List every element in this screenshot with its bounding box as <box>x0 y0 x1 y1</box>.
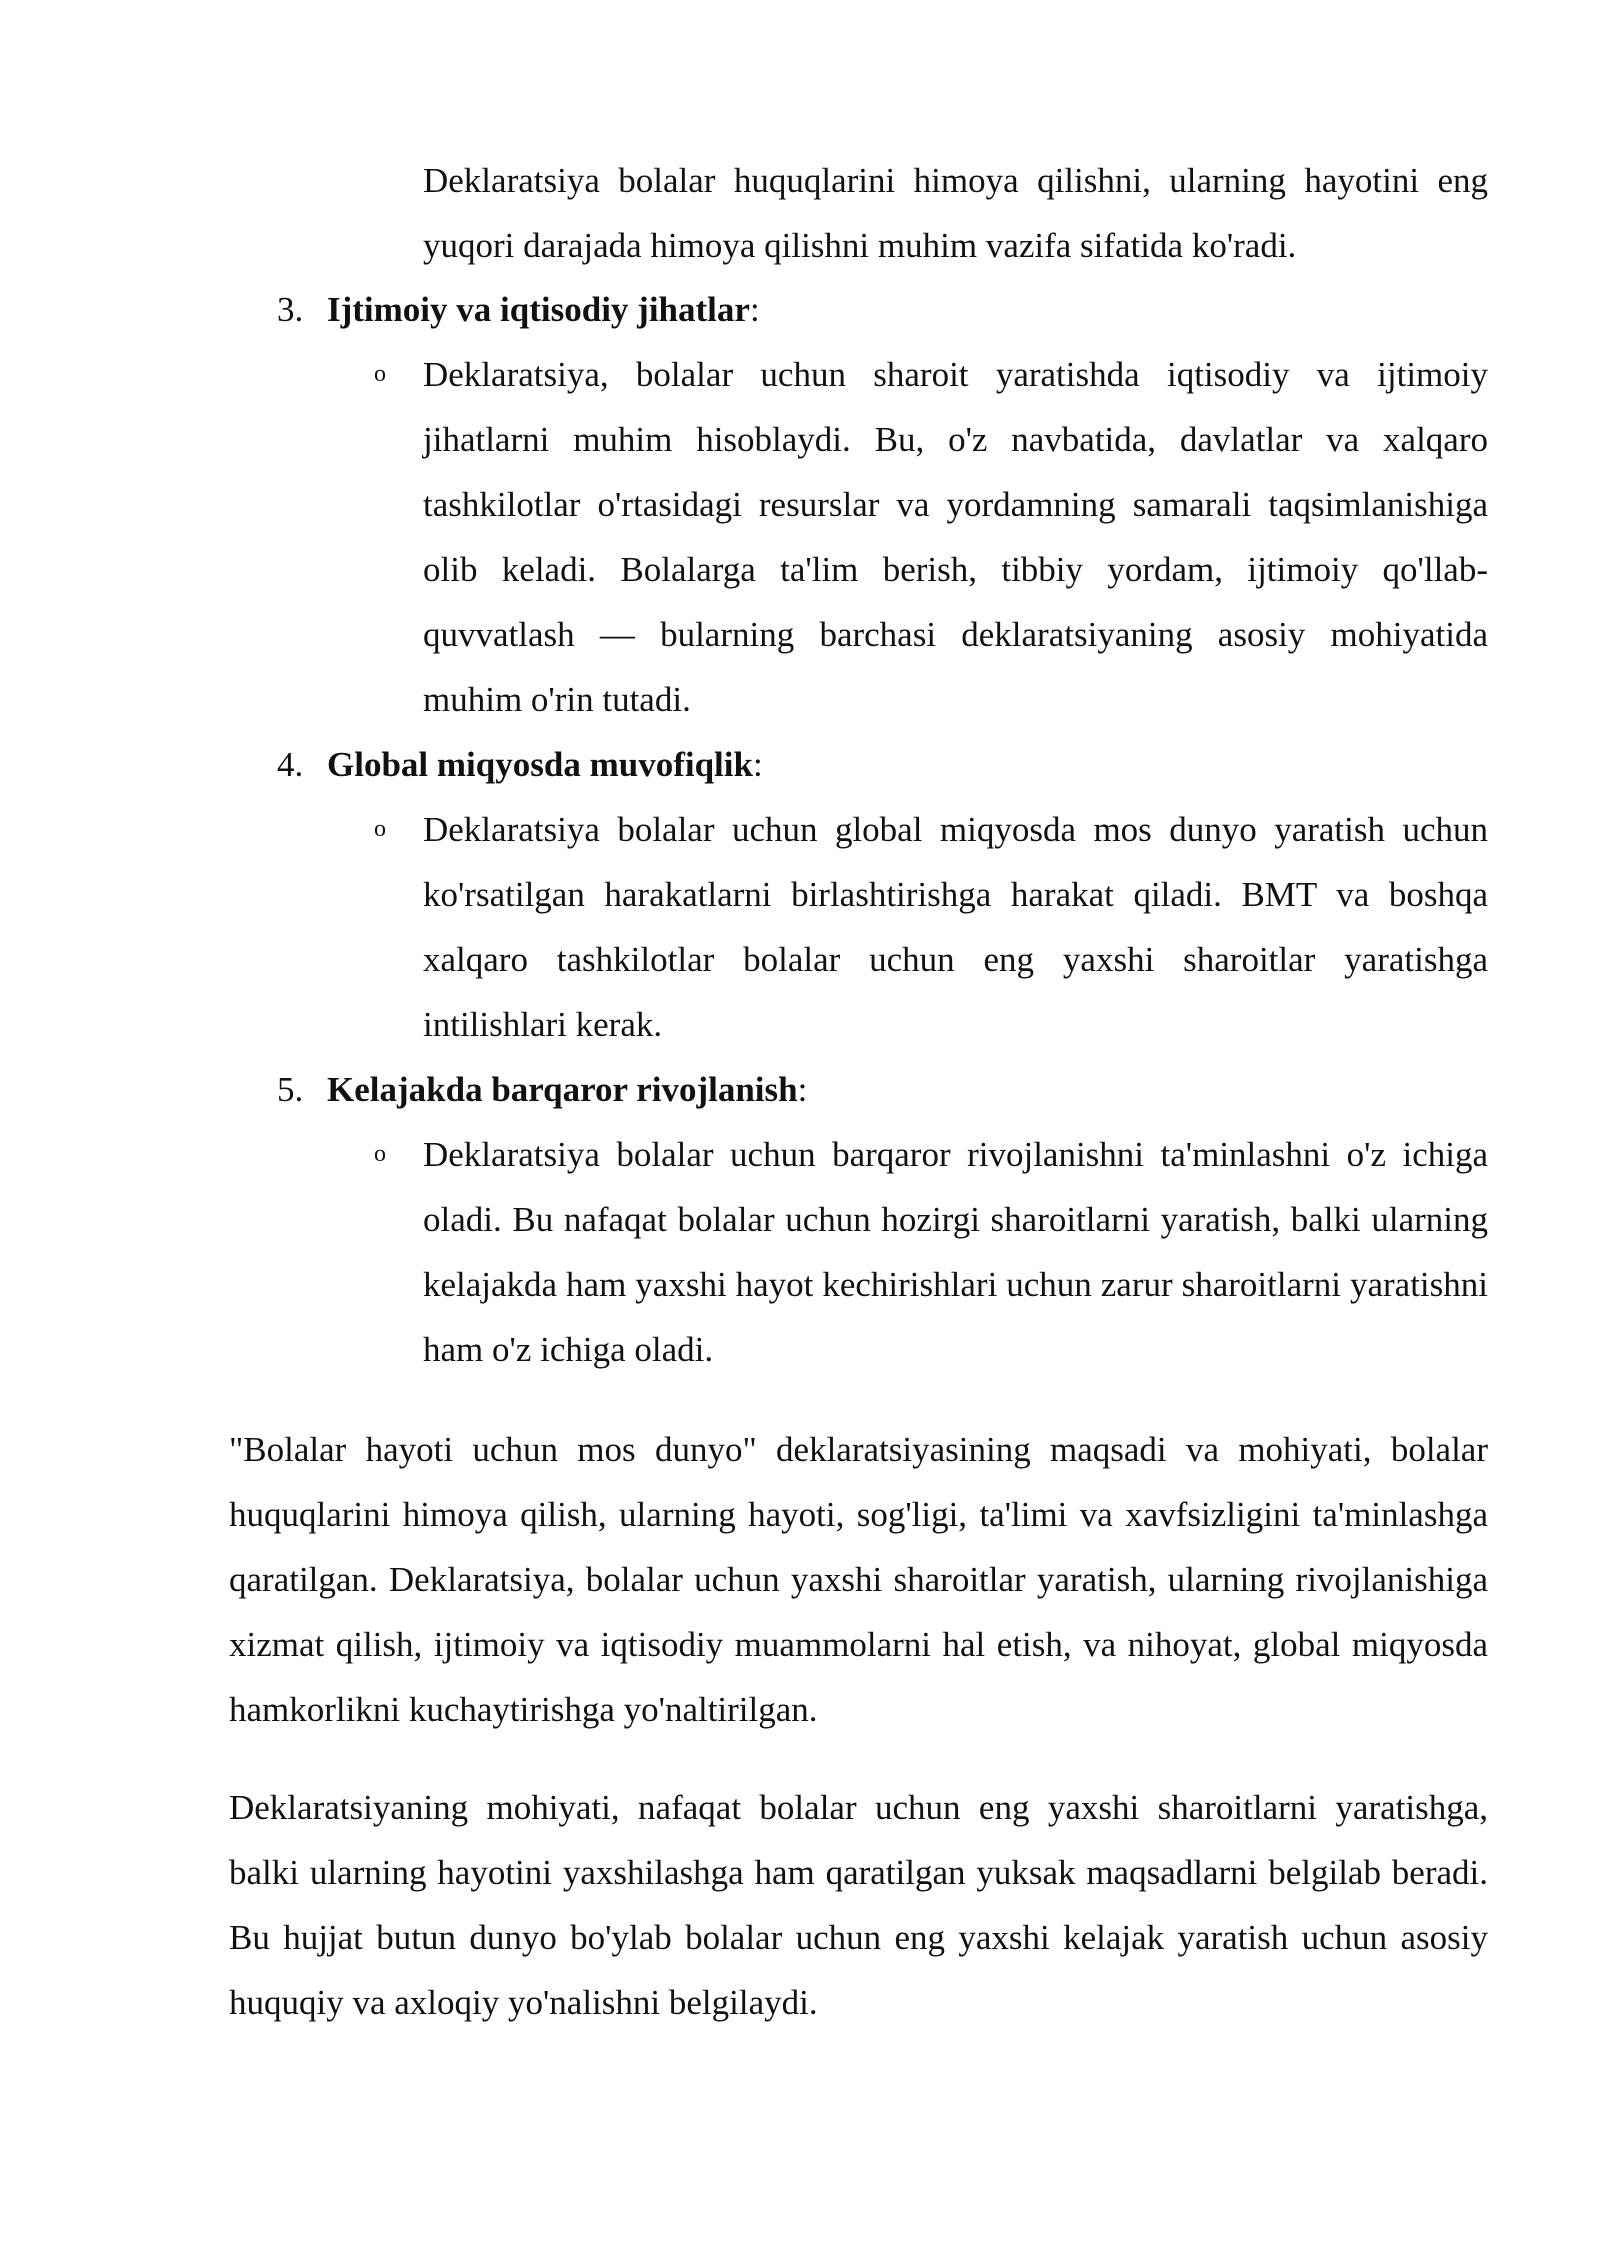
bullet-text: Deklaratsiya bolalar uchun barqaror rivojlanishni ta'minlashni o'z ichiga oladi. Bu nafaqat bolalar uchun hozirgi sharoitlarni yaratish, balki ularning kelajakda ham yaxshi hayot kechirishlari uchun zarur sharoitlarni yaratishni ham o'z ichiga oladi. <box>423 1135 1488 1369</box>
list-item-heading <box>277 277 760 342</box>
list-item-number: 4. <box>277 745 304 784</box>
list-item-title: Ijtimoiy va iqtisodiy jihatlar <box>327 290 750 329</box>
list-item-title: Global miqyosda muvofiqlik <box>327 745 753 784</box>
list-item-colon: : <box>749 290 760 329</box>
bullet-text: Deklaratsiya, bolalar uchun sharoit yaratishda iqtisodiy va ijtimoiy jihatlarni muhim hisoblaydi. Bu, o'z navbatida, davlatlar va xalqaro tashkilotlar o'rtasidagi resurslar va yordamning samarali taqsimlanishiga olib keladi. Bolalarga ta'lim berish, tibbiy yordam, ijtimoiy qo'llab-quvvatlash — bularning barchasi deklaratsiyaning asosiy mohiyatida muhim o'rin tutadi. <box>423 355 1488 719</box>
list-item-number: 3. <box>277 290 304 329</box>
body-paragraph-2: Deklaratsiyaning mohiyati, nafaqat bolalar uchun eng yaxshi sharoitlarni yaratishga, balki ularning hayotini yaxshilashga ham qaratilgan yuksak maqsadlarni belgilab beradi. Bu hujjat butun dunyo bo'ylab bolalar uchun eng yaxshi kelajak yaratish uchun asosiy huquqiy va axloqiy yo'nalishni belgilaydi. <box>229 1788 1488 2022</box>
bullet-marker: o <box>374 1141 386 1167</box>
bullet-marker: o <box>374 816 386 842</box>
bullet-text: Deklaratsiya bolalar uchun global miqyosda mos dunyo yaratish uchun ko'rsatilgan harakatlarni birlashtirishga harakat qiladi. BMT va boshqa xalqaro tashkilotlar bolalar uchun eng yaxshi sharoitlar yaratishga intilishlari kerak. <box>423 810 1488 1044</box>
body-paragraph-1: "Bolalar hayoti uchun mos dunyo" deklaratsiyasining maqsadi va mohiyati, bolalar huquqlarini himoya qilish, ularning hayoti, sog'ligi, ta'limi va xavfsizligini ta'minlashga qaratilgan. Deklaratsiya, bolalar uchun yaxshi sharoitlar yaratish, ularning rivojlanishiga xizmat qilish, ijtimoiy va iqtisodiy muammolarni hal etish, va nihoyat, global miqyosda hamkorlikni kuchaytirishga yo'naltirilgan. <box>229 1430 1488 1729</box>
continuation-text: Deklaratsiya bolalar huquqlarini himoya qilishni, ularning hayotini eng yuqori darajada himoya qilishni muhim vazifa sifatida ko'radi. <box>423 161 1488 265</box>
bullet-marker: o <box>374 361 386 387</box>
list-item-number: 5. <box>277 1070 304 1109</box>
list-item-heading <box>277 732 763 797</box>
list-item-heading <box>277 1057 807 1122</box>
list-item-colon: : <box>752 745 763 784</box>
list-item-title: Kelajakda barqaror rivojlanish <box>327 1070 798 1109</box>
list-item-colon: : <box>797 1070 808 1109</box>
